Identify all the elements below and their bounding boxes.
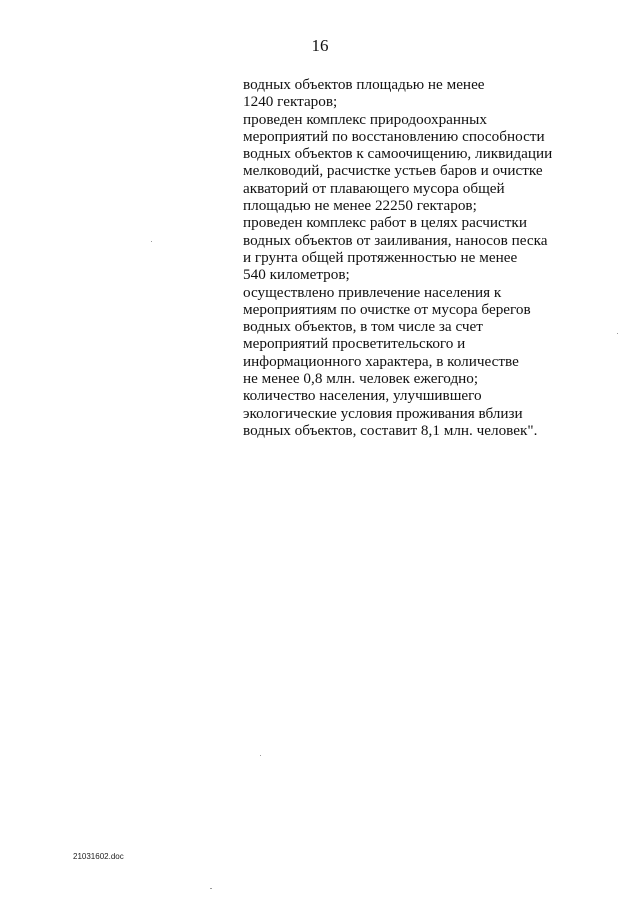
footer-filename: 21031602.doc [73,852,124,861]
text-line: 540 километров; [243,266,350,284]
text-line: водных объектов, в том числе за счет [243,318,483,336]
text-line: водных объектов к самоочищению, ликвидации [243,145,553,163]
scan-speck [260,755,261,756]
text-line: водных объектов, составит 8,1 млн. человек". [243,421,538,439]
text-line: проведен комплекс работ в целях расчистки [243,214,527,232]
text-line: и грунта общей протяженностью не менее [243,248,518,266]
text-line: акваторий от плавающего мусора общей [243,179,505,197]
text-line: водных объектов от заиливания, наносов песка [243,231,548,249]
page-number: 16 [311,36,329,55]
text-line: не менее 0,8 млн. человек ежегодно; [243,370,479,388]
text-line: осуществлено привлечение населения к [243,283,502,301]
text-line: мероприятиям по очистке от мусора берегов [243,300,531,318]
text-line: экологические условия проживания вблизи [243,404,523,422]
body-text [243,76,603,439]
scan-speck [617,333,618,334]
text-line: мероприятий просветительского и [243,335,466,353]
scan-speck [151,241,152,242]
text-line: водных объектов площадью не менее [243,76,485,93]
text-line: проведен комплекс природоохранных [243,110,487,128]
text-line: мелководий, расчистке устьев баров и очистке [243,162,543,180]
text-line: площадью не менее 22250 гектаров; [243,197,477,215]
text-line: мероприятий по восстановлению способности [243,127,545,145]
text-line: количество населения, улучшившего [243,387,482,405]
scan-speck [210,888,212,889]
text-line: информационного характера, в количестве [243,352,519,370]
text-line: 1240 гектаров; [243,93,338,111]
